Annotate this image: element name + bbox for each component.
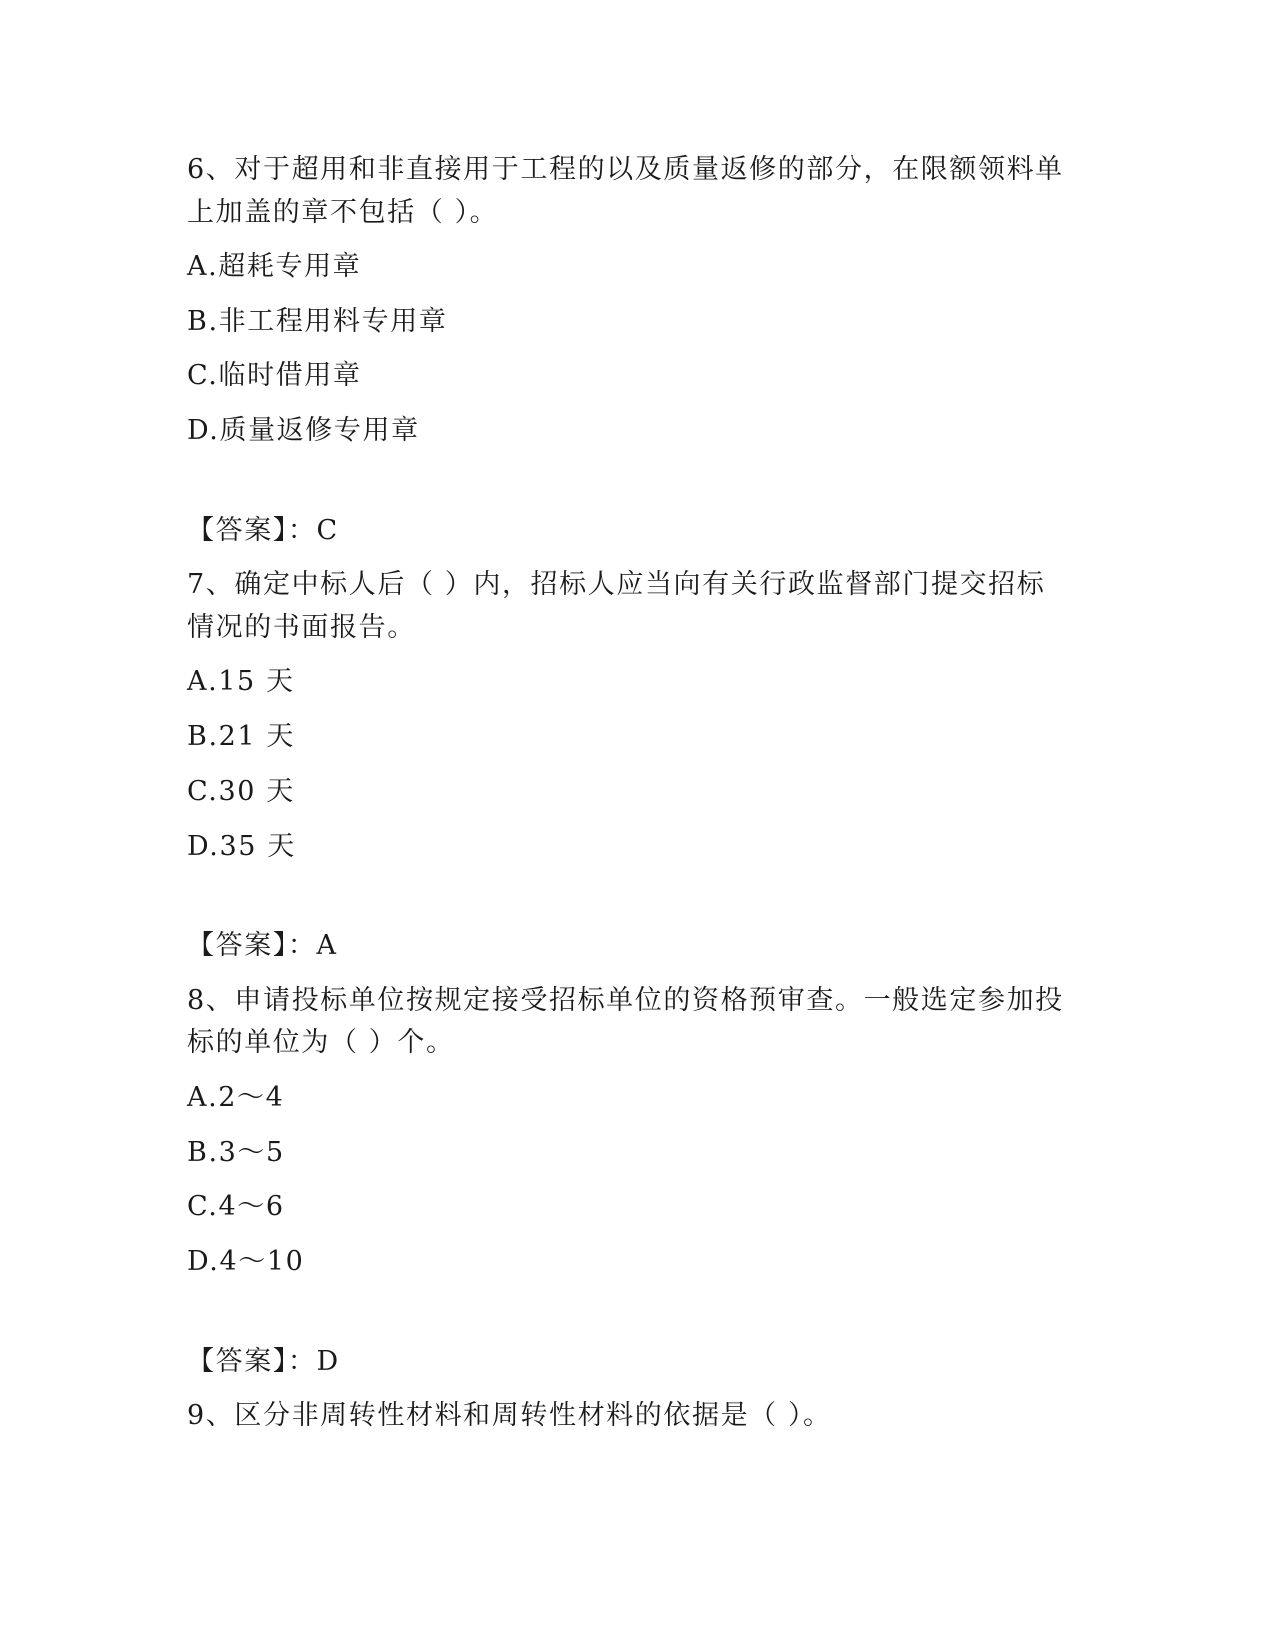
question-6-option-a: A.超耗专用章 [187, 251, 362, 282]
question-6-stem-line2: 上加盖的章不包括（ ）。 [187, 197, 499, 228]
question-8-option-c: C.4～6 [187, 1191, 285, 1222]
question-6-answer: 【答案】：C [187, 515, 339, 546]
question-9-stem-line1: 9、区分非周转性材料和周转性材料的依据是（ ）。 [187, 1400, 832, 1431]
question-6-stem-line1: 6、对于超用和非直接用于工程的以及质量返修的部分，在限额领料单 [187, 154, 1064, 185]
question-7-answer: 【答案】：A [187, 930, 338, 961]
question-7-option-c: C.30 天 [187, 776, 295, 807]
question-7-option-d: D.35 天 [187, 831, 296, 862]
question-7-option-a: A.15 天 [187, 666, 295, 697]
question-8-option-a: A.2～4 [187, 1082, 285, 1113]
question-7-stem-line2: 情况的书面报告。 [187, 612, 416, 643]
question-7-option-b: B.21 天 [187, 721, 295, 752]
question-8-option-b: B.3～5 [187, 1137, 285, 1168]
question-6-option-b: B.非工程用料专用章 [187, 306, 448, 337]
question-7-stem-line1: 7、确定中标人后（ ）内，招标人应当向有关行政监督部门提交招标 [187, 569, 1046, 600]
question-6-option-d: D.质量返修专用章 [187, 415, 420, 446]
question-8-stem-line2: 标的单位为（ ）个。 [187, 1027, 455, 1058]
question-8-option-d: D.4～10 [187, 1246, 305, 1277]
question-8-answer: 【答案】：D [187, 1346, 340, 1377]
question-6-option-c: C.临时借用章 [187, 360, 362, 391]
question-8-stem-line1: 8、申请投标单位按规定接受招标单位的资格预审查。一般选定参加投 [187, 985, 1064, 1016]
